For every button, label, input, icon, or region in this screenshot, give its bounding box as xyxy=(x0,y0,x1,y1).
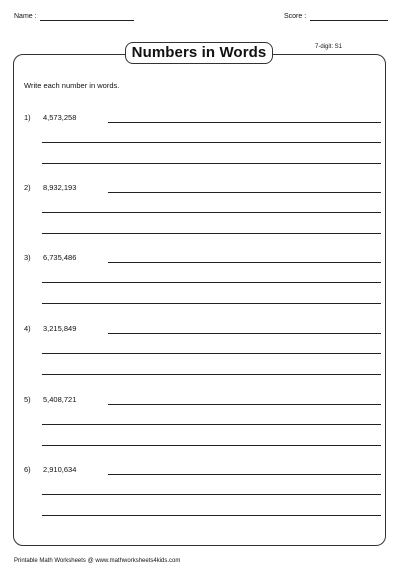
answer-line[interactable] xyxy=(42,374,381,375)
answer-line[interactable] xyxy=(108,192,381,193)
problem-value: 2,910,634 xyxy=(43,465,77,474)
answer-line[interactable] xyxy=(108,262,381,263)
problem-number: 3) xyxy=(24,253,31,262)
answer-line[interactable] xyxy=(108,404,381,405)
answer-line[interactable] xyxy=(108,122,381,123)
answer-line[interactable] xyxy=(42,515,381,516)
problem-item xyxy=(0,113,404,173)
answer-line[interactable] xyxy=(42,233,381,234)
name-label: Name : xyxy=(14,13,37,20)
worksheet-title: Numbers in Words xyxy=(125,42,273,64)
problem-item xyxy=(0,465,404,525)
problem-value: 3,215,849 xyxy=(43,324,77,333)
problem-value: 6,735,486 xyxy=(43,253,77,262)
answer-line[interactable] xyxy=(42,424,381,425)
answer-line[interactable] xyxy=(42,303,381,304)
answer-line[interactable] xyxy=(108,333,381,334)
answer-line[interactable] xyxy=(42,142,381,143)
problem-value: 5,408,721 xyxy=(43,395,77,404)
score-label: Score : xyxy=(284,13,307,20)
name-field-line[interactable] xyxy=(40,20,134,21)
problem-number: 5) xyxy=(24,395,31,404)
problem-number: 2) xyxy=(24,183,31,192)
answer-line[interactable] xyxy=(42,445,381,446)
footer-credit: Printable Math Worksheets @ www.mathworksheets4kids.com xyxy=(14,558,181,564)
answer-line[interactable] xyxy=(42,494,381,495)
problem-value: 4,573,258 xyxy=(43,113,77,122)
score-field-line[interactable] xyxy=(310,20,388,21)
problem-item xyxy=(0,395,404,455)
problem-item xyxy=(0,324,404,384)
problem-number: 6) xyxy=(24,465,31,474)
answer-line[interactable] xyxy=(108,474,381,475)
answer-line[interactable] xyxy=(42,163,381,164)
worksheet-code: 7-digit: S1 xyxy=(315,44,343,50)
problem-item xyxy=(0,253,404,313)
problem-item xyxy=(0,183,404,243)
answer-line[interactable] xyxy=(42,353,381,354)
problem-value: 8,932,193 xyxy=(43,183,77,192)
problem-number: 4) xyxy=(24,324,31,333)
problem-number: 1) xyxy=(24,113,31,122)
instructions: Write each number in words. xyxy=(24,81,120,90)
answer-line[interactable] xyxy=(42,212,381,213)
answer-line[interactable] xyxy=(42,282,381,283)
